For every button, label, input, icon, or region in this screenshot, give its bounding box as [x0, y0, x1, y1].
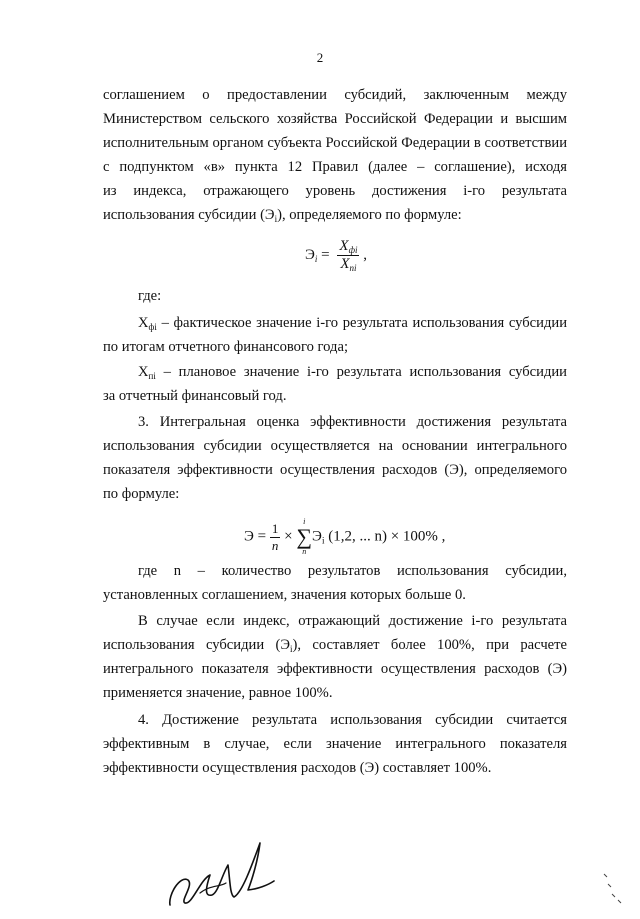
p1-line-1: соглашением о предоставлении субсидий, заключенным между [103, 87, 567, 103]
def-fact-line-1: $X_{фi}$ – фактическое значение i-го результата использования субсидии [138, 315, 567, 332]
p3-line-1: 3. Интегральная оценка эффективности достижения результата [138, 414, 567, 430]
p4-line-2: эффективным в случае, если значение интегрального показателя [103, 736, 567, 752]
case-line-2: использования субсидии $(Э_i)$, составляет более 100%, при расчете [103, 637, 567, 654]
formula-index: $Э_i$ = $\frac{X_{фi}}{X_{пi}}$ , [305, 238, 367, 273]
handwritten-signature [160, 835, 280, 910]
def-fact-line-2: по итогам отчетного финансового года; [103, 339, 348, 355]
p1-line-2: Министерством сельского хозяйства Российской Федерации и высшим [103, 111, 567, 127]
p4-line-3: эффективности осуществления расходов (Э) составляет 100%. [103, 760, 492, 776]
p4-line-1: 4. Достижение результата использования субсидии считается [138, 712, 567, 728]
p1-line-4: с подпунктом «в» пункта 12 Правил (далее – соглашение), исходя [103, 159, 567, 175]
case-line-4: применяется значение, равное 100%. [103, 685, 333, 701]
page-number: 2 [316, 50, 324, 65]
def-plan-line-2: за отчетный финансовый год. [103, 388, 287, 404]
where2-line-1: где n – количество результатов использования субсидии, [138, 563, 567, 579]
p1-line-3: исполнительным органом субъекта Российской Федерации в соответствии [103, 135, 567, 151]
case-line-1: В случае если индекс, отражающий достижение i-го результата [138, 613, 567, 629]
formula-fraction: $\frac{X_{фi}}{X_{пi}}$ [339, 238, 358, 273]
def-plan-line-1: $X_{пi}$ – плановое значение i-го результата использования субсидии [138, 364, 567, 381]
scan-mark-icon [600, 870, 625, 905]
p3-line-2: использования субсидии осуществляется на основании интегрального [103, 438, 567, 454]
p3-line-4: по формуле: [103, 486, 180, 502]
p3-line-3: показателя эффективности осуществления расходов (Э), определяемого [103, 462, 567, 478]
formula-integral: Э = $\frac{1}{n}$ × i ∑ n $Э_i$ (1,2, ... n) × 100% , [244, 517, 446, 556]
p1-line-5: из индекса, отражающего уровень достижения i-го результата [103, 183, 567, 199]
sum-symbol: i ∑ n [296, 517, 313, 556]
formula-fraction: $\frac{1}{n}$ [271, 520, 279, 553]
where-label: где: [138, 288, 162, 304]
where2-line-2: установленных соглашением, значения которых больше 0. [103, 587, 466, 603]
p1-line-6: использования субсидии $(Э_i)$, определяемого по формуле: [103, 207, 462, 224]
case-line-3: интегрального показателя эффективности осуществления расходов (Э) [103, 661, 567, 677]
